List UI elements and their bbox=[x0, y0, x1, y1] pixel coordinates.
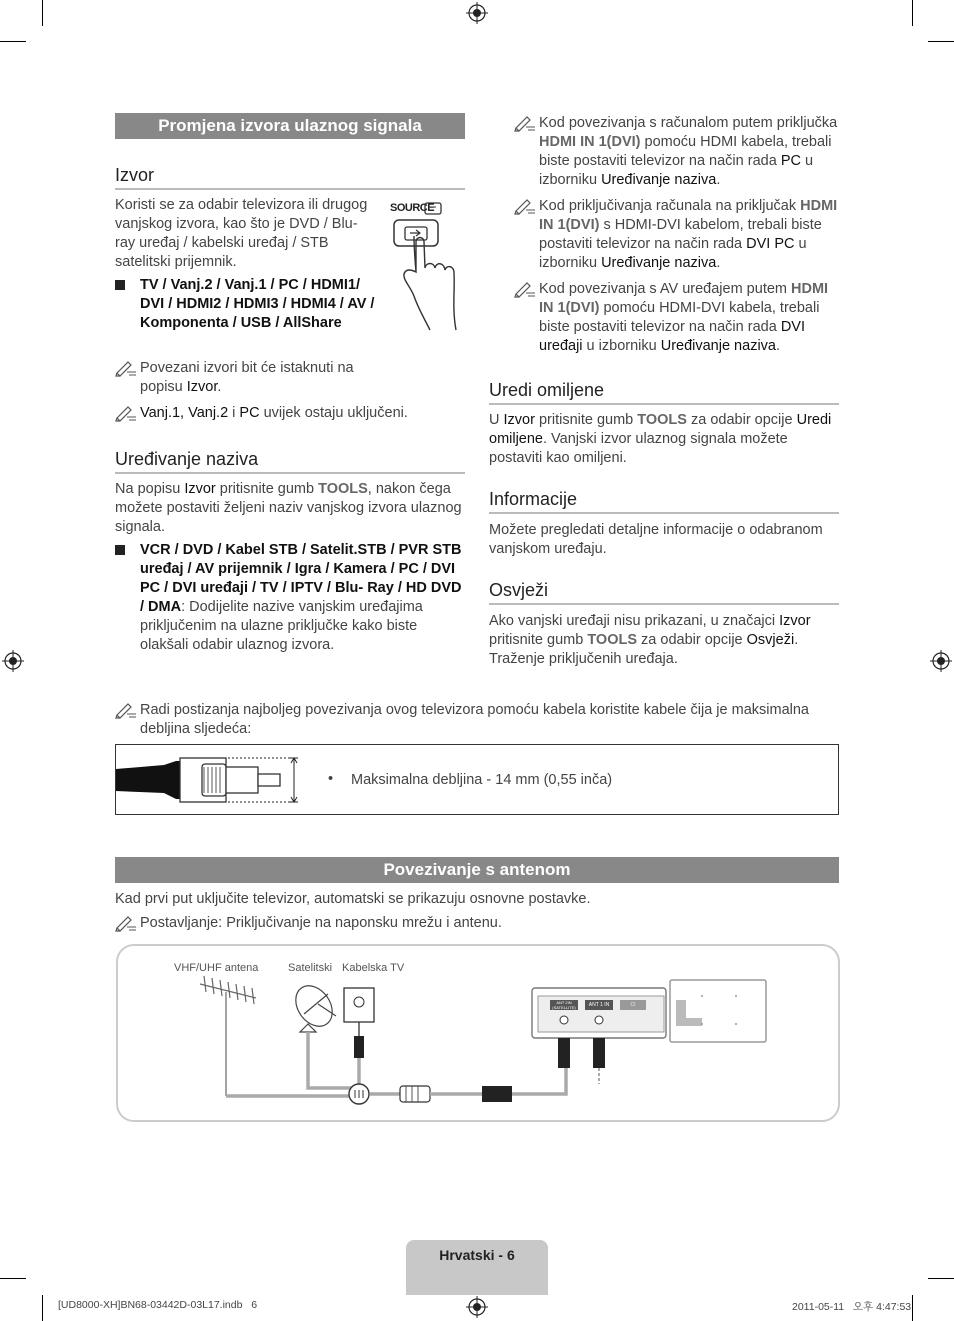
note-pencil-icon bbox=[514, 197, 536, 215]
cable-spec-bullet: • bbox=[328, 771, 334, 787]
section-title-bar: Promjena izvora ulaznog signala bbox=[115, 113, 465, 139]
heading-informacije: Informacije bbox=[489, 489, 839, 514]
note-pencil-icon bbox=[115, 359, 137, 377]
right-note-pc: Kod povezivanja s računalom putem priključka HDMI IN 1(DVI) pomoću HDMI kabela, trebali biste postaviti televizor na način rada PC u izborniku Uređivanje naziva. bbox=[514, 114, 840, 190]
footer-date: 2011-05-11 오후 4:47:53 bbox=[792, 1301, 912, 1313]
registration-mark-icon bbox=[930, 650, 952, 672]
label-vhf-uhf-antenna: VHF/UHF antena bbox=[174, 962, 259, 974]
osvjezi-paragraph: Ako vanjski uređaji nisu prikazani, u značajci Izvor pritisnite gumb TOOLS za odabir opcije Osvježi. Traženje priključenih uređaja. bbox=[489, 613, 811, 667]
antenna-intro: Kad prvi put uključite televizor, automatski se prikazuju osnovne postavke. bbox=[115, 891, 591, 907]
hand-pressing-icon bbox=[386, 218, 466, 333]
omiljene-paragraph: U Izvor pritisnite gumb TOOLS za odabir opcije Uredi omiljene. Vanjski izvor ulaznog signala možete postaviti kao omiljeni. bbox=[489, 412, 832, 466]
registration-mark-icon bbox=[466, 1296, 488, 1318]
note-pencil-icon bbox=[514, 114, 536, 132]
page-number-tab bbox=[406, 1240, 548, 1295]
note-pencil-icon bbox=[514, 280, 536, 298]
source-button-illustration bbox=[386, 198, 466, 333]
note-pencil-icon bbox=[115, 404, 137, 422]
cable-spec-box bbox=[115, 744, 839, 815]
bullet-square-icon bbox=[115, 280, 125, 290]
port-ci: CI bbox=[630, 1002, 636, 1008]
bullet-square-icon bbox=[115, 545, 125, 555]
source-button-label: SOURCE bbox=[390, 202, 435, 214]
izvor-note-1: Povezani izvori bit će istaknuti na popisu Izvor. bbox=[115, 359, 377, 397]
heading-uredivanje-naziva: Uređivanje naziva bbox=[115, 449, 465, 474]
registration-mark-icon bbox=[466, 2, 488, 24]
page-number: Hrvatski - 6 bbox=[439, 1247, 515, 1263]
uredivanje-names-list: VCR / DVD / Kabel STB / Satelit.STB / PVR STB uređaj / AV prijemnik / Igra / Kamera / PC / DVI PC / DVI uređaji / TV / IPTV / Blu- Ray / HD DVD / DMA: Dodijelite nazive vanjskim uređajima priključenim na ulazne priključke kako biste olakšali odabir ulaznog izvora. bbox=[115, 541, 463, 655]
note-pencil-icon bbox=[115, 914, 137, 932]
cable-thickness-note: Radi postizanja najboljeg povezivanja ovog televizora pomoću kabela koristite kabele čija je maksimalna debljina sljedeća: bbox=[115, 701, 839, 739]
izvor-intro: Koristi se za odabir televizora ili drugog vanjskog izvora, kao što je DVD / Blu-ray uređaj / kabelski uređaj / STB satelitski prijemnik. bbox=[115, 197, 368, 270]
port-ant1-in: ANT 1 IN bbox=[588, 1002, 610, 1008]
heading-osvjezi: Osvježi bbox=[489, 580, 839, 605]
footer-file-info: [UD8000-XH]BN68-03442D-03L17.indb 6 bbox=[58, 1299, 258, 1311]
label-satellite: Satelitski bbox=[288, 962, 333, 974]
cable-spec-text: Maksimalna debljina - 14 mm (0,55 inča) bbox=[351, 772, 613, 788]
port-ant2-satellite: ANT 2IN (SATELLITE) bbox=[552, 1000, 576, 1010]
antenna-section-bar: Povezivanje s antenom bbox=[115, 857, 839, 883]
note-pencil-icon bbox=[115, 701, 137, 719]
wiring-illustration-icon bbox=[118, 946, 834, 1116]
label-cable-tv: Kabelska TV bbox=[342, 962, 405, 974]
heading-uredi-omiljene: Uredi omiljene bbox=[489, 380, 839, 405]
informacije-paragraph: Možete pregledati detaljne informacije o odabranom vanjskom uređaju. bbox=[489, 522, 823, 557]
antenna-note: Postavljanje: Priključivanje na naponsku mrežu i antenu. bbox=[115, 914, 839, 933]
izvor-note-2: Vanj.1, Vanj.2 i PC uvijek ostaju uključeni. bbox=[115, 404, 445, 423]
heading-izvor: Izvor bbox=[115, 165, 465, 190]
registration-mark-icon bbox=[2, 650, 24, 672]
right-note-av: Kod povezivanja s AV uređajem putem HDMI IN 1(DVI) pomoću HDMI-DVI kabela, trebali biste postaviti televizor na način rada DVI uređaji u izborniku Uređivanje naziva. bbox=[514, 280, 840, 356]
uredivanje-paragraph: Na popisu Izvor pritisnite gumb TOOLS, nakon čega možete postaviti željeni naziv vanjskog izvora ulaznog signala. bbox=[115, 481, 462, 535]
right-note-dvi-pc: Kod priključivanja računala na priključak HDMI IN 1(DVI) s HDMI-DVI kabelom, trebali biste postaviti televizor na način rada DVI PC u izborniku Uređivanje naziva. bbox=[514, 197, 840, 273]
cable-plug-icon bbox=[116, 745, 316, 814]
antenna-connection-diagram bbox=[116, 944, 840, 1122]
source-key-icon bbox=[424, 202, 442, 215]
izvor-source-list: TV / Vanj.2 / Vanj.1 / PC / HDMI1/ DVI / HDMI2 / HDMI3 / HDMI4 / AV / Komponenta / USB / AllShare bbox=[115, 276, 377, 333]
